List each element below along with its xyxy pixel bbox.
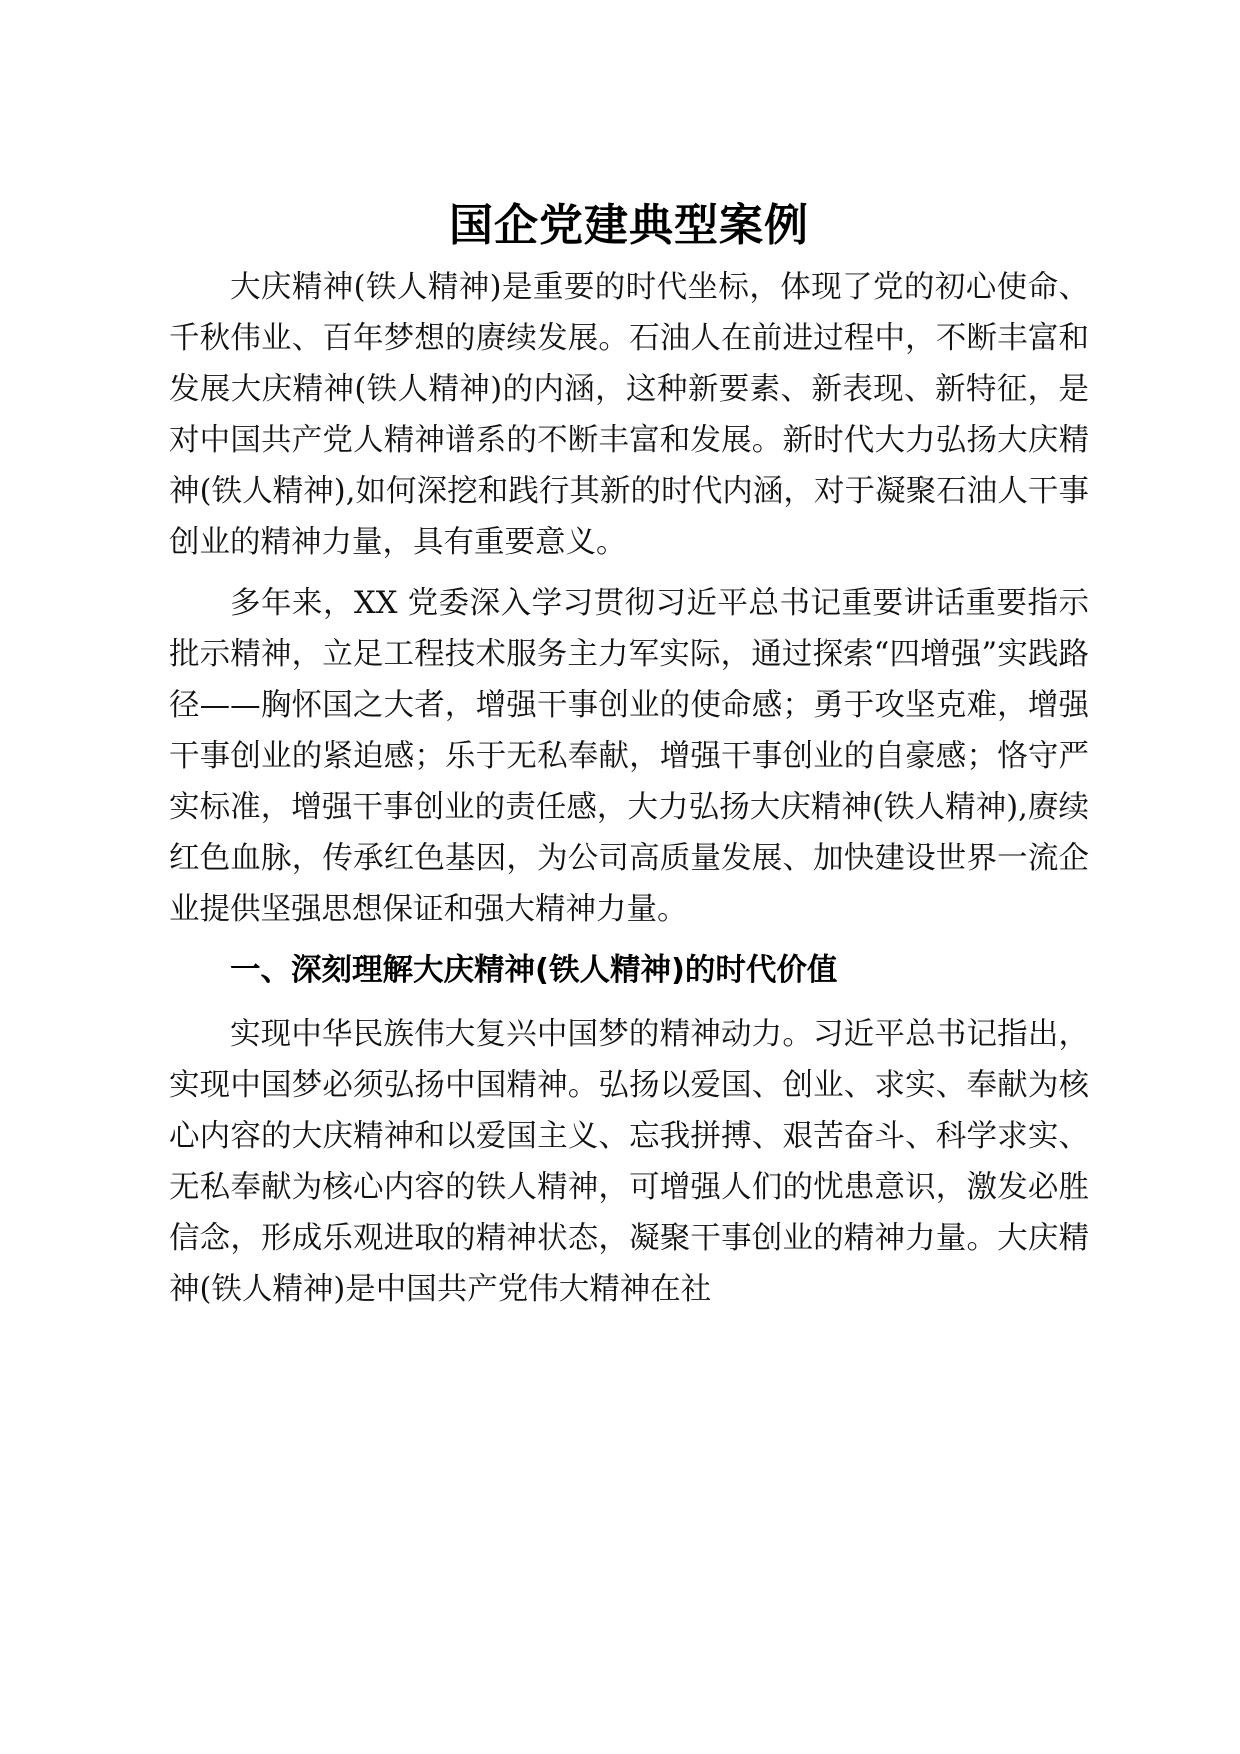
intro-paragraph: 大庆精神(铁人精神)是重要的时代坐标，体现了党的初心使命、千秋伟业、百年梦想的赓续发展。石油人在前进过程中，不断丰富和发展大庆精神(铁人精神)的内涵，这种新要素、新表现、新特征，是对中国共产党人精神谱系的不断丰富和发展。新时代大力弘扬大庆精神(铁人精神),如何深挖和践行其新的时代内涵，对于凝聚石油人干事创业的精神力量，具有重要意义。 bbox=[169, 270, 1089, 560]
document-body bbox=[169, 190, 1089, 1315]
section-heading: 一、深刻理解大庆精神(铁人精神)的时代价值 bbox=[230, 953, 838, 988]
overview-paragraph: 多年来，XX 党委深入学习贯彻习近平总书记重要讲话重要指示批示精神，立足工程技术服务主力军实际，通过探索“四增强”实践路径——胸怀国之大者，增强干事创业的使命感；勇于攻坚克难，增强干事创业的紧迫感；乐于无私奉献，增强干事创业的自豪感；恪守严实标准，增强干事创业的责任感，大力弘扬大庆精神(铁人精神),赓续红色血脉，传承红色基因，为公司高质量发展、加快建设世界一流企业提供坚强思想保证和强大精神力量。 bbox=[169, 586, 1089, 927]
document-title: 国企党建典型案例 bbox=[449, 200, 809, 251]
section-paragraph: 实现中华民族伟大复兴中国梦的精神动力。习近平总书记指出，实现中国梦必须弘扬中国精神。弘扬以爱国、创业、求实、奉献为核心内容的大庆精神和以爱国主义、忘我拼搏、艰苦奋斗、科学求实、无私奉献为核心内容的铁人精神，可增强人们的忧患意识，激发必胜信念，形成乐观进取的精神状态，凝聚干事创业的精神力量。大庆精神(铁人精神)是中国共产党伟大精神在社 bbox=[169, 1017, 1089, 1307]
